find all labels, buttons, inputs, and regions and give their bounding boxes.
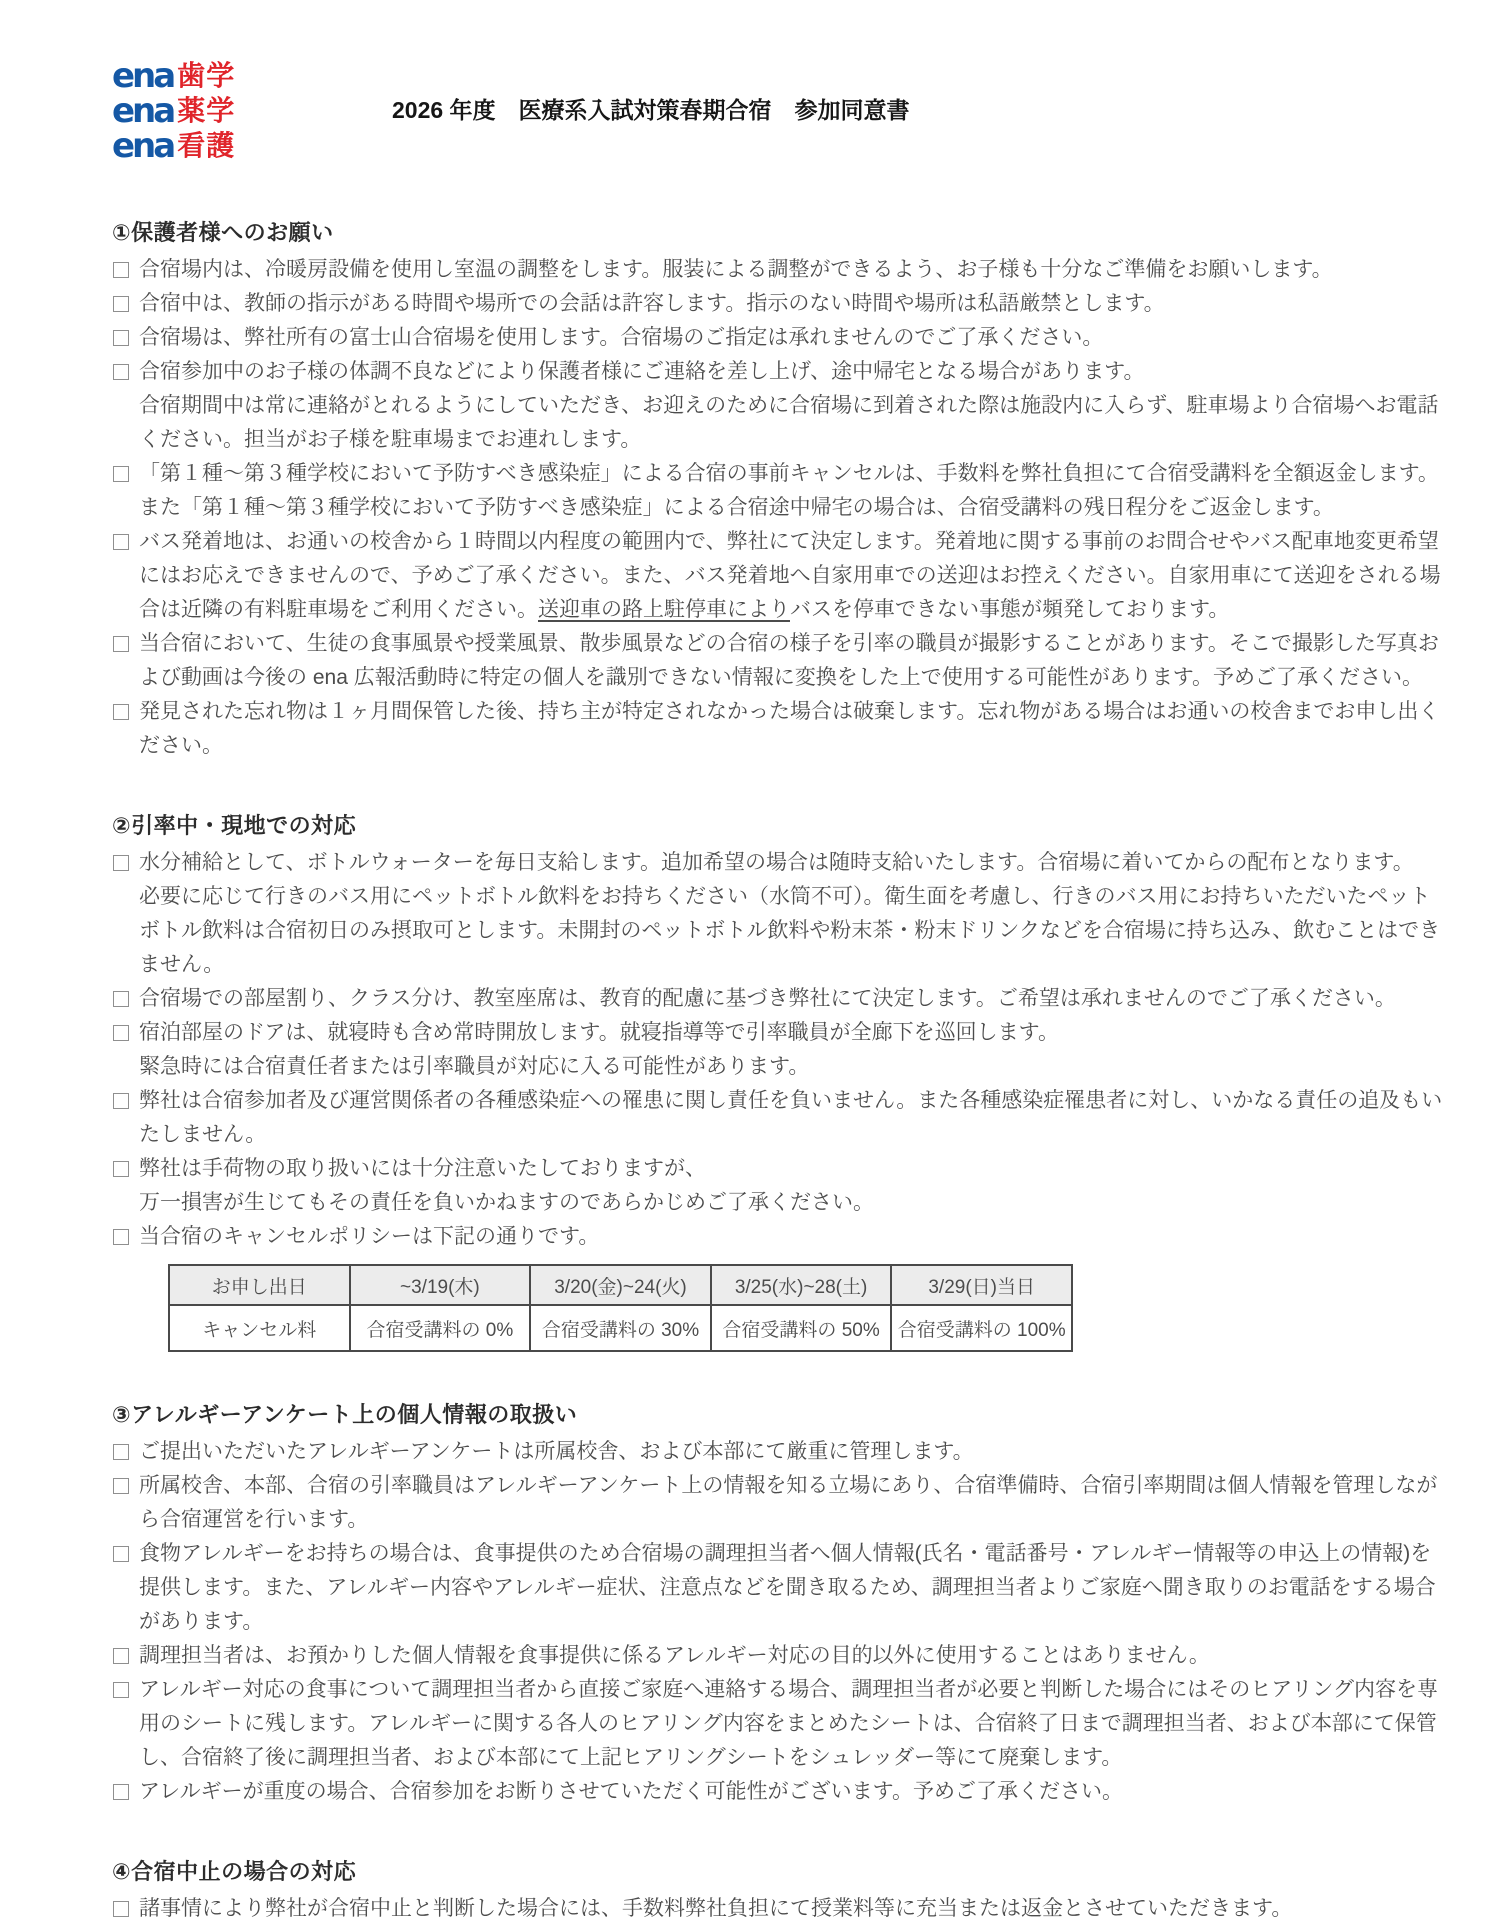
checklist-item	[112, 287, 1444, 321]
logo-row-nursing	[112, 125, 236, 166]
page-title: 2026 年度 医療系入試対策春期合宿 参加同意書	[392, 97, 910, 123]
checkbox[interactable]	[113, 1444, 129, 1460]
checklist-item	[112, 627, 1444, 695]
cancel-policy-table	[168, 1264, 1073, 1352]
checklist-item	[112, 1639, 1444, 1673]
section	[112, 1855, 1444, 1926]
paragraph: 弊社は手荷物の取り扱いには十分注意いたしておりますが、	[139, 1157, 706, 1180]
checklist-item	[112, 1469, 1444, 1537]
checkbox[interactable]	[113, 466, 129, 482]
checkbox[interactable]	[113, 330, 129, 346]
paragraph: ご提出いただいたアレルギーアンケートは所属校舎、および本部にて厳重に管理します。	[139, 1440, 974, 1463]
paragraph: 合宿参加中のお子様の体調不良などにより保護者様にご連絡を差し上げ、途中帰宅となる場合があります。	[139, 360, 1145, 383]
logo-row-pharmacy	[112, 90, 236, 131]
item-text	[139, 1775, 1123, 1809]
checkbox[interactable]	[113, 855, 129, 871]
item-text	[139, 1220, 599, 1254]
paragraph: 食物アレルギーをお持ちの場合は、食事提供のため合宿場の調理担当者へ個人情報(氏名・電話番号・アレルギー情報等の申込上の情報)を提供します。また、アレルギー内容やアレルギー症状、注意点などを聞き取るため、調理担当者よりご家庭へ聞き取りのお電話をする場合があります。	[139, 1542, 1436, 1633]
checklist-item	[112, 457, 1444, 525]
item-text	[139, 253, 1333, 287]
table-header-cell: 3/20(金)~24(火)	[530, 1265, 711, 1305]
logo-ena-text: ena	[112, 55, 174, 96]
table-cell: 合宿受講料の 30%	[530, 1305, 711, 1351]
table-header-cell: ~3/19(木)	[350, 1265, 531, 1305]
checklist-item	[112, 1220, 1444, 1254]
section-heading: ②引率中・現地での対応	[112, 813, 357, 838]
table-row	[169, 1305, 1072, 1351]
section-heading: ③アレルギーアンケート上の個人情報の取扱い	[112, 1402, 578, 1427]
checkbox[interactable]	[113, 296, 129, 312]
section	[112, 216, 1444, 763]
checkbox[interactable]	[113, 1025, 129, 1041]
item-text	[139, 1152, 874, 1220]
table-cell: 合宿受講料の 100%	[891, 1305, 1072, 1351]
logo-dental-text: 歯学	[177, 59, 236, 91]
item-text	[139, 525, 1444, 627]
paragraph: アレルギーが重度の場合、合宿参加をお断りさせていただく可能性がございます。予めご了承ください。	[139, 1780, 1123, 1803]
logo-ena-text: ena	[112, 125, 174, 166]
paragraph: 必要に応じて行きのバス用にペットボトル飲料をお持ちください（水筒不可）。衛生面を考慮し、行きのバス用にお持ちいただいたペットボトル飲料は合宿初日のみ摂取可とします。未開封のペットボトル飲料や粉末茶・粉末ドリンクなどを合宿場に持ち込み、飲むことはできません。	[139, 885, 1441, 976]
paragraph: 合宿中は、教師の指示がある時間や場所での会話は許容します。指示のない時間や場所は私語厳禁とします。	[139, 292, 1165, 315]
item-text	[139, 355, 1444, 457]
paragraph: 水分補給として、ボトルウォーターを毎日支給します。追加希望の場合は随時支給いたします。合宿場に着いてからの配布となります。	[139, 851, 1414, 874]
checkbox[interactable]	[113, 1901, 129, 1917]
item-text	[139, 1016, 1059, 1084]
paragraph: 緊急時には合宿責任者または引率職員が対応に入る可能性があります。	[139, 1055, 810, 1078]
item-text	[139, 982, 1396, 1016]
table-cell: 合宿受講料の 50%	[711, 1305, 892, 1351]
checklist-item	[112, 1775, 1444, 1809]
table-cell: 合宿受講料の 0%	[350, 1305, 531, 1351]
checklist-item	[112, 846, 1444, 982]
checkbox[interactable]	[113, 534, 129, 550]
checklist-item	[112, 525, 1444, 627]
item-text	[139, 1892, 1292, 1926]
underlined-text: 送迎車の路上駐停車により	[538, 598, 790, 621]
checkbox[interactable]	[113, 1093, 129, 1109]
paragraph: アレルギー対応の食事について調理担当者から直接ご家庭へ連絡する場合、調理担当者が必要と判断した場合にはそのヒアリング内容を専用のシートに残します。アレルギーに関する各人のヒアリング内容をまとめたシートは、合宿終了日まで調理担当者、および本部にて保管し、合宿終了後に調理担当者、および本部にて上記ヒアリングシートをシュレッダー等にて廃棄します。	[139, 1678, 1438, 1769]
text-segment: バス発着地は、お通いの校舎から１時間以内程度の範囲内で、弊社にて決定します。発着地に関する事前のお問合せやバス配車地変更希望にはお応えできませんので、予めご了承ください。また、バス発着地へ自家用車での送迎はお控えください。自家用車にて送迎をされる場合は近隣の有料駐車場をご利用ください。	[139, 530, 1441, 621]
section	[112, 1398, 1444, 1809]
checkbox[interactable]	[113, 1546, 129, 1562]
paragraph: 万一損害が生じてもその責任を負いかねますのであらかじめご了承ください。	[139, 1191, 874, 1214]
logo-row-dental	[112, 55, 236, 96]
checklist-item	[112, 1892, 1444, 1926]
checklist-item	[112, 1084, 1444, 1152]
paragraph: 当合宿において、生徒の食事風景や授業風景、散歩風景などの合宿の様子を引率の職員が撮影することがあります。そこで撮影した写真および動画は今後の ena 広報活動時に特定の個人を識別できない情報に変換をした上で使用する可能性があります。予めご了承ください。	[139, 632, 1439, 689]
paragraph: 所属校舎、本部、合宿の引率職員はアレルギーアンケート上の情報を知る立場にあり、合宿準備時、合宿引率期間は個人情報を管理しながら合宿運営を行います。	[139, 1474, 1438, 1531]
item-text	[139, 1435, 974, 1469]
item-text	[139, 457, 1444, 525]
document-body	[112, 216, 1444, 1926]
table-header-cell: お申し出日	[169, 1265, 350, 1305]
checklist-item	[112, 1537, 1444, 1639]
table-header-cell: 3/25(水)~28(土)	[711, 1265, 892, 1305]
paragraph: 「第１種～第３種学校において予防すべき感染症」による合宿の事前キャンセルは、手数料を弊社負担にて合宿受講料を全額返金します。また「第１種～第３種学校において予防すべき感染症」による合宿途中帰宅の場合は、合宿受講料の残日程分をご返金します。	[139, 462, 1439, 519]
checkbox[interactable]	[113, 704, 129, 720]
checklist-item	[112, 1435, 1444, 1469]
paragraph: 合宿場は、弊社所有の富士山合宿場を使用します。合宿場のご指定は承れませんのでご了承ください。	[139, 326, 1104, 349]
section-heading: ①保護者様へのお願い	[112, 220, 334, 245]
checkbox[interactable]	[113, 1784, 129, 1800]
checkbox[interactable]	[113, 1229, 129, 1245]
checkbox[interactable]	[113, 991, 129, 1007]
item-text	[139, 1537, 1444, 1639]
logo-nursing-text: 看護	[177, 129, 236, 161]
checkbox[interactable]	[113, 636, 129, 652]
paragraph: 弊社は合宿参加者及び運営関係者の各種感染症への罹患に関し責任を負いません。また各種感染症罹患者に対し、いかなる責任の追及もいたしません。	[139, 1089, 1443, 1146]
item-text	[139, 1084, 1444, 1152]
table-cell: キャンセル料	[169, 1305, 350, 1351]
section	[112, 809, 1444, 1352]
checklist-item	[112, 321, 1444, 355]
item-text	[139, 846, 1444, 982]
paragraph: 当合宿のキャンセルポリシーは下記の通りです。	[139, 1225, 600, 1248]
checklist-item	[112, 355, 1444, 457]
table-body	[169, 1305, 1072, 1351]
paragraph: 宿泊部屋のドアは、就寝時も含め常時開放します。就寝指導等で引率職員が全廊下を巡回します。	[139, 1021, 1060, 1044]
table-header-row	[169, 1265, 1072, 1305]
checklist-item	[112, 1016, 1444, 1084]
item-text	[139, 287, 1165, 321]
logo-ena-text: ena	[112, 90, 174, 131]
ena-logo	[112, 55, 236, 166]
logo-pharmacy-text: 薬学	[177, 94, 236, 126]
text-segment: バスを停車できない事態が頻発しております。	[790, 598, 1230, 621]
item-text	[139, 1673, 1444, 1775]
checkbox[interactable]	[113, 1161, 129, 1177]
item-text	[139, 627, 1444, 695]
checkbox[interactable]	[113, 1478, 129, 1494]
table-header-cell: 3/29(日)当日	[891, 1265, 1072, 1305]
item-text	[139, 1639, 1210, 1673]
item-text	[139, 321, 1103, 355]
paragraph: 発見された忘れ物は１ヶ月間保管した後、持ち主が特定されなかった場合は破棄します。忘れ物がある場合はお通いの校舎までお申し出ください。	[139, 700, 1440, 757]
checkbox[interactable]	[113, 1648, 129, 1664]
section-heading: ④合宿中止の場合の対応	[112, 1859, 357, 1884]
checkbox[interactable]	[113, 1682, 129, 1698]
checklist-item	[112, 695, 1444, 763]
paragraph: 合宿場での部屋割り、クラス分け、教室座席は、教育的配慮に基づき弊社にて決定します。ご希望は承れませんのでご了承ください。	[139, 987, 1396, 1010]
checklist-item	[112, 253, 1444, 287]
paragraph	[139, 525, 1444, 627]
paragraph: 合宿期間中は常に連絡がとれるようにしていただき、お迎えのために合宿場に到着された際は施設内に入らず、駐車場より合宿場へお電話ください。担当がお子様を駐車場までお連れします。	[139, 394, 1439, 451]
item-text	[139, 1469, 1444, 1537]
checklist-item	[112, 1673, 1444, 1775]
item-text	[139, 695, 1444, 763]
paragraph: 合宿場内は、冷暖房設備を使用し室温の調整をします。服装による調整ができるよう、お子様も十分なご準備をお願いします。	[139, 258, 1333, 281]
checklist-item	[112, 1152, 1444, 1220]
paragraph: 諸事情により弊社が合宿中止と判断した場合には、手数料弊社負担にて授業料等に充当または返金とさせていただきます。	[139, 1897, 1293, 1920]
paragraph: 調理担当者は、お預かりした個人情報を食事提供に係るアレルギー対応の目的以外に使用することはありません。	[139, 1644, 1210, 1667]
checklist-item	[112, 982, 1444, 1016]
checkbox[interactable]	[113, 262, 129, 278]
checkbox[interactable]	[113, 364, 129, 380]
